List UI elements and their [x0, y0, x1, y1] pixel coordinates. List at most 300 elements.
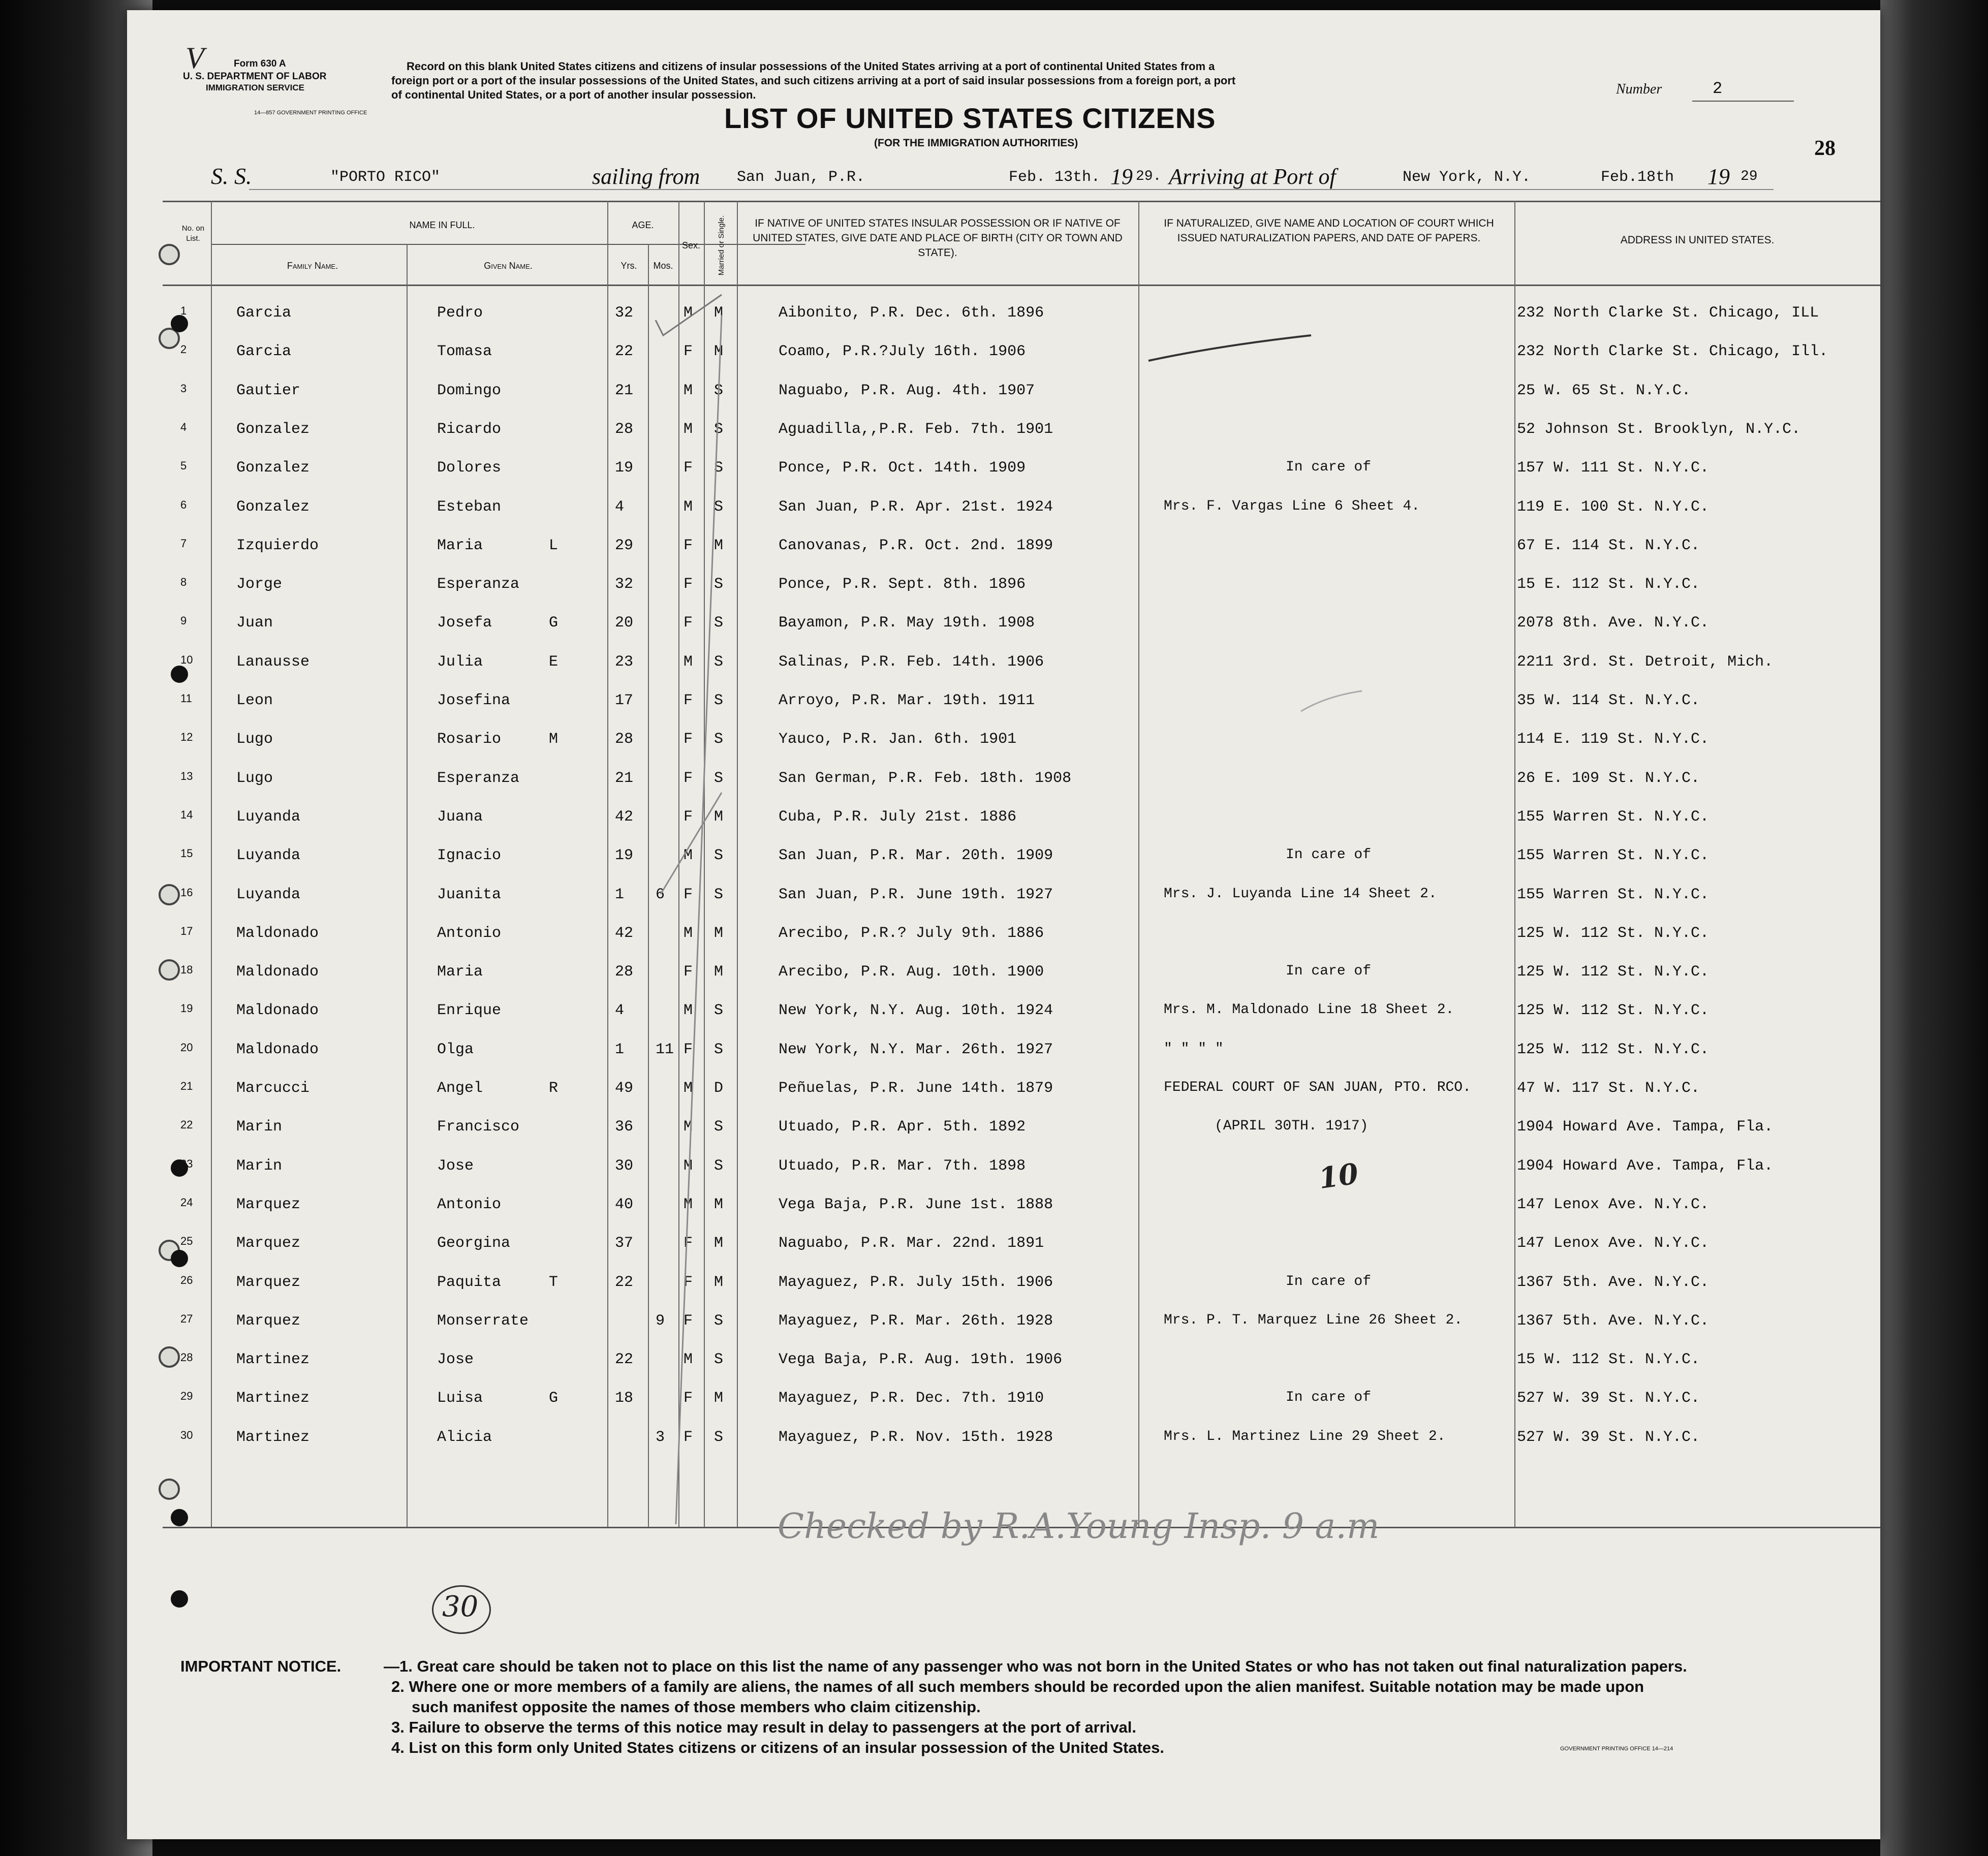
table-row — [127, 1344, 1880, 1382]
cell-given: Tomasa — [437, 343, 492, 361]
cell-family: Juan — [236, 614, 273, 632]
year-prefix-from: 19 — [1110, 164, 1133, 189]
cell-addr: 232 North Clarke St. Chicago, ILL — [1517, 304, 1819, 322]
cell-addr: 125 W. 112 St. N.Y.C. — [1517, 924, 1710, 942]
cell-sex: M — [684, 847, 693, 865]
header-age: AGE. — [632, 220, 654, 230]
cell-addr: 1367 5th. Ave. N.Y.C. — [1517, 1312, 1710, 1330]
cell-init: M — [549, 731, 558, 748]
cell-family: Marin — [236, 1118, 283, 1136]
checked-by-signature: Checked by R.A.Young Insp. 9 a.m — [778, 1506, 1380, 1547]
cell-ms: S — [714, 847, 724, 865]
cell-no: 7 — [180, 537, 187, 550]
cell-addr: 147 Lenox Ave. N.Y.C. — [1517, 1235, 1710, 1252]
cell-no: 27 — [180, 1312, 193, 1325]
table-row — [127, 1111, 1880, 1150]
cell-given: Francisco — [437, 1118, 520, 1136]
cell-sex: F — [684, 692, 693, 709]
cell-addr: 125 W. 112 St. N.Y.C. — [1517, 1041, 1710, 1058]
cell-ms: S — [714, 769, 724, 787]
cell-birth: Canovanas, P.R. Oct. 2nd. 1899 — [779, 537, 1053, 554]
cell-yrs: 1 — [615, 1041, 625, 1058]
cell-family: Garcia — [236, 343, 292, 361]
date-to: Feb.18th — [1601, 169, 1674, 186]
cell-birth: New York, N.Y. Mar. 26th. 1927 — [779, 1041, 1053, 1058]
cell-ms: S — [714, 1002, 724, 1020]
punch-hole — [159, 1478, 180, 1500]
cell-sex: F — [684, 576, 693, 593]
cell-addr: 26 E. 109 St. N.Y.C. — [1517, 769, 1700, 787]
cell-ms: S — [714, 731, 724, 748]
cell-yrs: 22 — [615, 1273, 634, 1291]
table-row — [127, 1073, 1880, 1111]
table-row — [127, 1382, 1880, 1421]
cell-nat: In care of — [1286, 963, 1372, 980]
cell-addr: 155 Warren St. N.Y.C. — [1517, 847, 1710, 865]
cell-sex: M — [684, 382, 693, 399]
cell-no: 26 — [180, 1273, 193, 1286]
cell-nat: In care of — [1286, 1390, 1372, 1406]
cell-no: 22 — [180, 1118, 193, 1131]
cell-addr: 2211 3rd. St. Detroit, Mich. — [1517, 653, 1774, 671]
cell-family: Luyanda — [236, 808, 301, 826]
cell-sex: F — [684, 1235, 693, 1252]
cell-addr: 119 E. 100 St. N.Y.C. — [1517, 498, 1710, 516]
cell-birth: Mayaguez, P.R. Nov. 15th. 1928 — [779, 1428, 1053, 1446]
cell-birth: Arecibo, P.R.? July 9th. 1886 — [779, 924, 1044, 942]
cell-init: L — [549, 537, 558, 554]
cell-sex: F — [684, 808, 693, 826]
cell-yrs: 42 — [615, 808, 634, 826]
cell-no: 24 — [180, 1196, 193, 1209]
arriving-label: Arriving at Port of — [1169, 164, 1336, 189]
cell-sex: F — [684, 963, 693, 981]
department: U. S. DEPARTMENT OF LABOR — [183, 71, 327, 82]
cell-family: Leon — [236, 692, 273, 709]
cell-no: 4 — [180, 420, 187, 433]
circled-count-text: 30 — [442, 1590, 479, 1623]
cell-ms: M — [714, 1196, 724, 1213]
punch-hole — [171, 1590, 188, 1608]
header-sex: Sex. — [681, 240, 701, 250]
header-no: No. on List. — [181, 224, 205, 243]
cell-nat: " " " " — [1164, 1041, 1224, 1057]
cell-ms: S — [714, 614, 724, 632]
cell-given: Esteban — [437, 498, 502, 516]
cell-ms: M — [714, 304, 724, 322]
cell-addr: 15 E. 112 St. N.Y.C. — [1517, 576, 1700, 593]
table-row — [127, 336, 1880, 374]
pen-stroke — [1143, 330, 1347, 371]
number-underline — [1692, 101, 1794, 102]
cell-sex: F — [684, 537, 693, 554]
cell-birth: San Juan, P.R. Mar. 20th. 1909 — [779, 847, 1053, 865]
header-married: Married or Single. — [717, 215, 726, 276]
year-to: 29 — [1741, 169, 1758, 184]
cell-given: Jose — [437, 1351, 474, 1369]
cell-no: 2 — [180, 343, 187, 356]
cell-birth: Naguabo, P.R. Mar. 22nd. 1891 — [779, 1235, 1044, 1252]
cell-given: Maria — [437, 963, 483, 981]
cell-addr: 114 E. 119 St. N.Y.C. — [1517, 731, 1710, 748]
cell-given: Pedro — [437, 304, 483, 322]
cell-ms: S — [714, 1118, 724, 1136]
table-row — [127, 414, 1880, 452]
cell-yrs: 22 — [615, 1351, 634, 1369]
cell-ms: S — [714, 1428, 724, 1446]
cell-birth: Utuado, P.R. Apr. 5th. 1892 — [779, 1118, 1026, 1136]
table-row — [127, 375, 1880, 414]
cell-addr: 1367 5th. Ave. N.Y.C. — [1517, 1273, 1710, 1291]
cell-yrs: 30 — [615, 1157, 634, 1175]
cell-ms: M — [714, 808, 724, 826]
punch-hole — [171, 1509, 188, 1526]
table-top-rule — [163, 201, 1880, 202]
cell-addr: 25 W. 65 St. N.Y.C. — [1517, 382, 1691, 399]
ship-name: "PORTO RICO" — [330, 169, 441, 186]
cell-birth: Mayaguez, P.R. Dec. 7th. 1910 — [779, 1390, 1044, 1407]
table-row — [127, 607, 1880, 646]
cell-no: 8 — [180, 576, 187, 589]
header-native: IF NATIVE OF UNITED STATES INSULAR POSSESSION OR IF NATIVE OF UNITED STATES, GIVE DATE AND PLACE OF BIRTH (CITY OR TOWN AND STATE). — [753, 217, 1123, 259]
cell-no: 9 — [180, 614, 187, 627]
cell-sex: F — [684, 769, 693, 787]
cell-birth: Mayaguez, P.R. Mar. 26th. 1928 — [779, 1312, 1053, 1330]
table-row — [127, 995, 1880, 1033]
cell-yrs: 49 — [615, 1080, 634, 1097]
instructions-line: of continental United States, or a port of another insular possession. — [391, 88, 756, 101]
cell-nat: Mrs. F. Vargas Line 6 Sheet 4. — [1164, 498, 1420, 514]
cell-given: Domingo — [437, 382, 502, 399]
cell-sex: M — [684, 653, 693, 671]
notice-line: —1. Great care should be taken not to place on this list the name of any passenger who was not born in the United States or who has not taken out final naturalization papers. — [384, 1657, 1687, 1675]
cell-addr: 15 W. 112 St. N.Y.C. — [1517, 1351, 1700, 1369]
table-row — [127, 1034, 1880, 1073]
cell-yrs: 19 — [615, 847, 634, 865]
cell-init: T — [549, 1273, 558, 1291]
cell-family: Marquez — [236, 1273, 301, 1291]
cell-no: 21 — [180, 1080, 193, 1092]
cell-sex: M — [684, 1002, 693, 1020]
cell-birth: New York, N.Y. Aug. 10th. 1924 — [779, 1002, 1053, 1020]
cell-init: G — [549, 1390, 558, 1407]
instructions-line: foreign port or a port of the insular possessions of the United States, and such citizens arriving at a port of said insular possessions from a foreign port, a port — [391, 74, 1236, 87]
cell-birth: Ponce, P.R. Oct. 14th. 1909 — [779, 459, 1026, 477]
cell-no: 13 — [180, 769, 193, 782]
cell-yrs: 32 — [615, 304, 634, 322]
cell-ms: S — [714, 1312, 724, 1330]
cell-nat: In care of — [1286, 459, 1372, 476]
header-name: NAME IN FULL. — [409, 220, 475, 230]
port-from: San Juan, P.R. — [737, 169, 865, 186]
cell-yrs: 18 — [615, 1390, 634, 1407]
cell-family: Luyanda — [236, 886, 301, 903]
cell-sex: F — [684, 1428, 693, 1446]
cell-no: 29 — [180, 1390, 193, 1403]
table-row — [127, 569, 1880, 607]
header-family: Family Name. — [287, 261, 338, 271]
table-row — [127, 801, 1880, 840]
cell-yrs: 28 — [615, 420, 634, 438]
cell-yrs: 4 — [615, 498, 625, 516]
notice-line: such manifest opposite the names of those members who claim citizenship. — [412, 1698, 981, 1716]
cell-yrs: 32 — [615, 576, 634, 593]
cell-family: Martinez — [236, 1428, 310, 1446]
table-row — [127, 1228, 1880, 1266]
cell-given: Dolores — [437, 459, 502, 477]
page-title: LIST OF UNITED STATES CITIZENS — [724, 102, 1216, 134]
cell-family: Garcia — [236, 304, 292, 322]
cell-nat: FEDERAL COURT OF SAN JUAN, PTO. RCO. — [1164, 1080, 1471, 1095]
cell-family: Jorge — [236, 576, 283, 593]
cell-addr: 52 Johnson St. Brooklyn, N.Y.C. — [1517, 420, 1801, 438]
cell-family: Gonzalez — [236, 420, 310, 438]
punch-hole — [159, 244, 180, 265]
cell-ms: M — [714, 537, 724, 554]
table-row — [127, 1267, 1880, 1305]
cell-family: Maldonado — [236, 924, 319, 942]
header-given: Given Name. — [484, 261, 533, 271]
cell-ms: S — [714, 1157, 724, 1175]
cell-yrs: 21 — [615, 382, 634, 399]
cell-no: 20 — [180, 1041, 193, 1054]
cell-yrs: 21 — [615, 769, 634, 787]
cell-addr: 125 W. 112 St. N.Y.C. — [1517, 1002, 1710, 1020]
cell-family: Gautier — [236, 382, 301, 399]
cell-addr: 527 W. 39 St. N.Y.C. — [1517, 1428, 1700, 1446]
cell-yrs: 23 — [615, 653, 634, 671]
cell-sex: F — [684, 343, 693, 361]
cell-ms: S — [714, 576, 724, 593]
cell-family: Marquez — [236, 1312, 301, 1330]
cell-addr: 1904 Howard Ave. Tampa, Fla. — [1517, 1118, 1774, 1136]
cell-sex: M — [684, 1351, 693, 1369]
cell-yrs: 20 — [615, 614, 634, 632]
cell-no: 15 — [180, 847, 193, 860]
form-number: Form 630 A — [234, 58, 286, 69]
cell-ms: M — [714, 963, 724, 981]
cell-init: G — [549, 614, 558, 632]
sailing-label: sailing from — [592, 164, 700, 189]
cell-yrs: 17 — [615, 692, 634, 709]
cell-mos: 6 — [656, 886, 665, 903]
year-prefix-to: 19 — [1707, 164, 1730, 189]
corner-mark: V — [185, 41, 204, 75]
table-row — [127, 685, 1880, 723]
table-row — [127, 1189, 1880, 1228]
cell-no: 6 — [180, 498, 187, 511]
cell-family: Izquierdo — [236, 537, 319, 554]
year-from: 29. — [1136, 169, 1162, 184]
table-row — [127, 646, 1880, 685]
header-yrs: Yrs. — [620, 261, 637, 271]
table-row — [127, 530, 1880, 569]
cell-yrs: 19 — [615, 459, 634, 477]
cell-family: Marquez — [236, 1196, 301, 1213]
cell-birth: Coamo, P.R.?July 16th. 1906 — [779, 343, 1026, 361]
cell-given: Josefa — [437, 614, 492, 632]
cell-sex: F — [684, 731, 693, 748]
cell-birth: Aibonito, P.R. Dec. 6th. 1896 — [779, 304, 1044, 322]
cell-addr: 155 Warren St. N.Y.C. — [1517, 886, 1710, 903]
header-naturalized: IF NATURALIZED, GIVE NAME AND LOCATION OF COURT WHICH ISSUED NATURALIZATION PAPERS, AND DATE OF PAPERS. — [1164, 217, 1494, 244]
cell-ms: M — [714, 1273, 724, 1291]
cell-no: 5 — [180, 459, 187, 473]
cell-birth: Arroyo, P.R. Mar. 19th. 1911 — [779, 692, 1035, 709]
cell-given: Ricardo — [437, 420, 502, 438]
cell-sex: M — [684, 1157, 693, 1175]
cell-addr: 1904 Howard Ave. Tampa, Fla. — [1517, 1157, 1774, 1175]
cell-ms: S — [714, 382, 724, 399]
cell-ms: M — [714, 343, 724, 361]
cell-nat: In care of — [1286, 847, 1372, 863]
notice-line: 4. List on this form only United States citizens or citizens of an insular possession of the United States. — [391, 1739, 1164, 1756]
cell-given: Maria — [437, 537, 483, 554]
cell-yrs: 36 — [615, 1118, 634, 1136]
cell-sex: M — [684, 1080, 693, 1097]
table-row — [127, 956, 1880, 995]
table-row — [127, 879, 1880, 918]
cell-mos: 3 — [656, 1428, 665, 1446]
cell-ms: S — [714, 886, 724, 903]
cell-addr: 125 W. 112 St. N.Y.C. — [1517, 963, 1710, 981]
service: IMMIGRATION SERVICE — [206, 83, 304, 92]
cell-sex: M — [684, 1196, 693, 1213]
cell-ms: S — [714, 1351, 724, 1369]
tick-line — [656, 295, 722, 335]
port-to: New York, N.Y. — [1403, 169, 1531, 186]
cell-family: Lugo — [236, 731, 273, 748]
cell-sex: F — [684, 459, 693, 477]
gpo-bottom: GOVERNMENT PRINTING OFFICE 14—214 — [1560, 1746, 1673, 1752]
cell-addr: 67 E. 114 St. N.Y.C. — [1517, 537, 1700, 554]
cell-ms: S — [714, 459, 724, 477]
cell-given: Alicia — [437, 1428, 492, 1446]
cell-given: Esperanza — [437, 576, 520, 593]
cell-birth: Utuado, P.R. Mar. 7th. 1898 — [779, 1157, 1026, 1175]
cell-addr: 157 W. 111 St. N.Y.C. — [1517, 459, 1710, 477]
cell-yrs: 37 — [615, 1235, 634, 1252]
cell-sex: M — [684, 924, 693, 942]
cell-no: 3 — [180, 382, 187, 395]
cell-nat: Mrs. J. Luyanda Line 14 Sheet 2. — [1164, 886, 1437, 902]
cell-ms: S — [714, 653, 724, 671]
cell-no: 16 — [180, 886, 193, 899]
cell-birth: Bayamon, P.R. May 19th. 1908 — [779, 614, 1035, 632]
cell-addr: 155 Warren St. N.Y.C. — [1517, 808, 1710, 826]
cell-nat: Mrs. P. T. Marquez Line 26 Sheet 2. — [1164, 1312, 1463, 1328]
cell-yrs: 1 — [615, 886, 625, 903]
cell-given: Esperanza — [437, 769, 520, 787]
voyage-underline — [249, 189, 1774, 190]
cell-addr: 2078 8th. Ave. N.Y.C. — [1517, 614, 1710, 632]
cell-sex: M — [684, 420, 693, 438]
table-row — [127, 1305, 1880, 1344]
instructions-line: Record on this blank United States citizens and citizens of insular possessions of the United States arriving at a port of continental United States from a — [407, 60, 1215, 73]
cell-family: Marquez — [236, 1235, 301, 1252]
cell-yrs: 42 — [615, 924, 634, 942]
cell-ms: S — [714, 692, 724, 709]
cell-yrs: 4 — [615, 1002, 625, 1020]
cell-given: Angel — [437, 1080, 483, 1097]
cell-birth: Cuba, P.R. July 21st. 1886 — [779, 808, 1017, 826]
cell-yrs: 29 — [615, 537, 634, 554]
cell-ms: S — [714, 420, 724, 438]
header-bottom-rule — [163, 285, 1880, 286]
page-subtitle: (FOR THE IMMIGRATION AUTHORITIES) — [874, 137, 1078, 149]
cell-ms: S — [714, 498, 724, 516]
cell-family: Lanausse — [236, 653, 310, 671]
cell-birth: Aguadilla,,P.R. Feb. 7th. 1901 — [779, 420, 1053, 438]
cell-given: Juana — [437, 808, 483, 826]
cell-mos: 11 — [656, 1041, 674, 1058]
number-label: Number — [1616, 81, 1662, 97]
cell-ms: M — [714, 1390, 724, 1407]
cell-nat: In care of — [1286, 1273, 1372, 1289]
cell-given: Julia — [437, 653, 483, 671]
cell-birth: Vega Baja, P.R. Aug. 19th. 1906 — [779, 1351, 1063, 1369]
cell-sex: M — [684, 1118, 693, 1136]
cell-family: Gonzalez — [236, 459, 310, 477]
cell-ms: D — [714, 1080, 724, 1097]
cell-addr: 232 North Clarke St. Chicago, Ill. — [1517, 343, 1828, 361]
cell-family: Maldonado — [236, 963, 319, 981]
cell-birth: Arecibo, P.R. Aug. 10th. 1900 — [779, 963, 1044, 981]
cell-given: Juanita — [437, 886, 502, 903]
tick-line — [661, 793, 722, 894]
cell-yrs: 28 — [615, 731, 634, 748]
cell-family: Maldonado — [236, 1041, 319, 1058]
cell-given: Luisa — [437, 1390, 483, 1407]
cell-birth: Salinas, P.R. Feb. 14th. 1906 — [779, 653, 1044, 671]
notice-label: IMPORTANT NOTICE. — [180, 1657, 341, 1675]
table-row — [127, 723, 1880, 762]
header-mos: Mos. — [653, 261, 673, 271]
cell-no: 23 — [180, 1157, 193, 1170]
notice-line: 3. Failure to observe the terms of this notice may result in delay to passengers at the port of arrival. — [391, 1718, 1137, 1736]
notice-line: 2. Where one or more members of a family are aliens, the names of all such members should be recorded upon the alien manifest. Suitable notation may be made upon — [391, 1678, 1644, 1695]
table-row — [127, 297, 1880, 336]
cell-given: Georgina — [437, 1235, 511, 1252]
cell-nat: Mrs. M. Maldonado Line 18 Sheet 2. — [1164, 1002, 1454, 1018]
table-row — [127, 763, 1880, 801]
cell-family: Martinez — [236, 1390, 310, 1407]
cell-family: Marin — [236, 1157, 283, 1175]
cell-family: Luyanda — [236, 847, 301, 865]
cell-sex: F — [684, 1273, 693, 1291]
cell-yrs: 22 — [615, 343, 634, 361]
cell-given: Rosario — [437, 731, 502, 748]
cell-sex: F — [684, 614, 693, 632]
cell-nat: (APRIL 30TH. 1917) — [1215, 1118, 1369, 1135]
cell-no: 17 — [180, 924, 193, 937]
cell-no: 30 — [180, 1428, 193, 1441]
scan-right-edge — [1880, 0, 1988, 1856]
cell-addr: 527 W. 39 St. N.Y.C. — [1517, 1390, 1700, 1407]
gpo-top: 14—857 GOVERNMENT PRINTING OFFICE — [254, 110, 367, 116]
cell-birth: Naguabo, P.R. Aug. 4th. 1907 — [779, 382, 1035, 399]
cell-no: 14 — [180, 808, 193, 821]
pen-stroke — [1296, 686, 1372, 716]
table-row — [127, 1422, 1880, 1460]
cell-init: E — [549, 653, 558, 671]
cell-init: R — [549, 1080, 558, 1097]
date-from: Feb. 13th. — [1009, 169, 1101, 186]
header-address: ADDRESS IN UNITED STATES. — [1620, 234, 1775, 246]
cell-no: 1 — [180, 304, 187, 317]
cell-no: 10 — [180, 653, 193, 666]
cell-given: Josefina — [437, 692, 511, 709]
